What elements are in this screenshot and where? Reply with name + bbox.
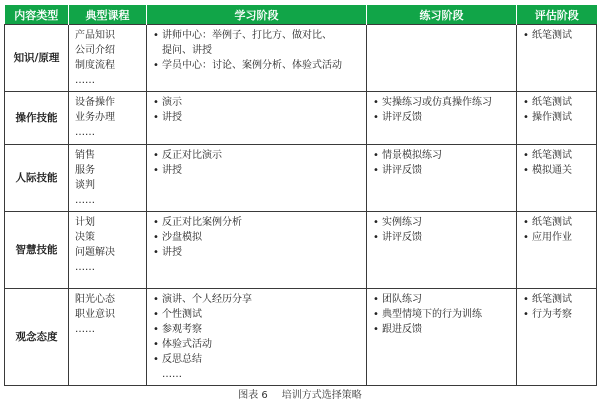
course-cell <box>69 92 147 145</box>
course-item: 制度流程 <box>75 60 115 71</box>
course-item: 决策 <box>75 232 95 243</box>
assessment-item: • 纸笔测试 <box>523 95 590 110</box>
course-item: 销售 <box>75 150 95 161</box>
assessment-cell <box>517 25 597 92</box>
course-item: …… <box>75 127 95 138</box>
course-item: …… <box>75 75 95 86</box>
practice-cell <box>367 145 517 212</box>
practice-cell <box>367 92 517 145</box>
content-type-cell: 人际技能 <box>5 145 69 212</box>
course-item: 谈判 <box>75 180 95 191</box>
learning-cell <box>147 212 367 289</box>
table-row <box>5 25 597 92</box>
header-content-type: 内容类型 <box>5 5 69 25</box>
caption-figure-number: 图表 6 <box>238 390 268 401</box>
assessment-item: • 操作测试 <box>523 110 590 125</box>
course-item: 设备操作 <box>75 97 115 108</box>
learning-item: • 反正对比演示 <box>153 148 360 163</box>
learning-item: • 反思总结 <box>153 352 360 367</box>
learning-item: • 讲授 <box>153 163 360 178</box>
course-item: 计划 <box>75 217 95 228</box>
course-item: 公司介绍 <box>75 45 115 56</box>
header-learning-stage: 学习阶段 <box>147 5 367 25</box>
course-item: …… <box>75 195 95 206</box>
learning-cell <box>147 289 367 386</box>
table-row <box>5 145 597 212</box>
course-item: 产品知识 <box>75 30 115 41</box>
header-practice-stage: 练习阶段 <box>367 5 517 25</box>
learning-item: • 讲授 <box>153 245 360 260</box>
course-item: 职业意识 <box>75 309 115 320</box>
assessment-item: • 纸笔测试 <box>523 148 590 163</box>
practice-item: • 实例练习 <box>373 215 510 230</box>
practice-item: • 情景模拟练习 <box>373 148 510 163</box>
assessment-item: • 应用作业 <box>523 230 590 245</box>
figure-caption <box>0 386 600 401</box>
practice-item: • 讲评反馈 <box>373 230 510 245</box>
practice-cell <box>367 212 517 289</box>
header-typical-course: 典型课程 <box>69 5 147 25</box>
practice-item: • 团队练习 <box>373 292 510 307</box>
header-row <box>5 5 597 25</box>
caption-title: 培训方式选择策略 <box>281 390 362 401</box>
content-type-cell: 智慧技能 <box>5 212 69 289</box>
practice-cell <box>367 25 517 92</box>
learning-item: • 个性测试 <box>153 307 360 322</box>
assessment-item: • 模拟通关 <box>523 163 590 178</box>
learning-cell <box>147 25 367 92</box>
assessment-item: • 纸笔测试 <box>523 28 590 43</box>
practice-item: • 讲评反馈 <box>373 163 510 178</box>
practice-item: • 典型情境下的行为训练 <box>373 307 510 322</box>
course-item: 服务 <box>75 165 95 176</box>
course-cell <box>69 212 147 289</box>
assessment-cell <box>517 92 597 145</box>
course-item: 阳光心态 <box>75 294 115 305</box>
learning-item: • 沙盘模拟 <box>153 230 360 245</box>
table-row <box>5 289 597 386</box>
learning-cell <box>147 145 367 212</box>
course-item: 业务办理 <box>75 112 115 123</box>
practice-item: • 实操练习或仿真操作练习 <box>373 95 510 110</box>
course-cell <box>69 25 147 92</box>
assessment-cell <box>517 289 597 386</box>
course-item: …… <box>75 262 95 273</box>
table-row <box>5 212 597 289</box>
assessment-cell <box>517 145 597 212</box>
table-body <box>5 25 597 386</box>
header-assessment-stage: 评估阶段 <box>517 5 597 25</box>
course-item: …… <box>75 324 95 335</box>
assessment-cell <box>517 212 597 289</box>
learning-item: 提问、讲授 <box>162 45 212 56</box>
learning-item: • 演示 <box>153 95 360 110</box>
content-type-cell: 操作技能 <box>5 92 69 145</box>
learning-item: …… <box>162 369 182 380</box>
learning-item: • 讲授 <box>153 110 360 125</box>
learning-item: • 演讲、个人经历分享 <box>153 292 360 307</box>
practice-item: • 讲评反馈 <box>373 110 510 125</box>
table-row <box>5 92 597 145</box>
learning-item: • 参观考察 <box>153 322 360 337</box>
strategy-table <box>4 5 597 386</box>
learning-item: • 体验式活动 <box>153 337 360 352</box>
course-cell <box>69 289 147 386</box>
practice-cell <box>367 289 517 386</box>
course-item: 问题解决 <box>75 247 115 258</box>
course-cell <box>69 145 147 212</box>
content-type-cell: 知识/原理 <box>5 25 69 92</box>
assessment-item: • 纸笔测试 <box>523 292 590 307</box>
assessment-item: • 纸笔测试 <box>523 215 590 230</box>
learning-cell <box>147 92 367 145</box>
learning-item: • 反正对比案例分析 <box>153 215 360 230</box>
practice-item: • 跟进反馈 <box>373 322 510 337</box>
learning-item: • 学员中心：讨论、案例分析、体验式活动 <box>153 58 360 73</box>
content-type-cell: 观念态度 <box>5 289 69 386</box>
assessment-item: • 行为考察 <box>523 307 590 322</box>
learning-item: • 讲师中心：举例子、打比方、做对比、 <box>153 28 360 43</box>
